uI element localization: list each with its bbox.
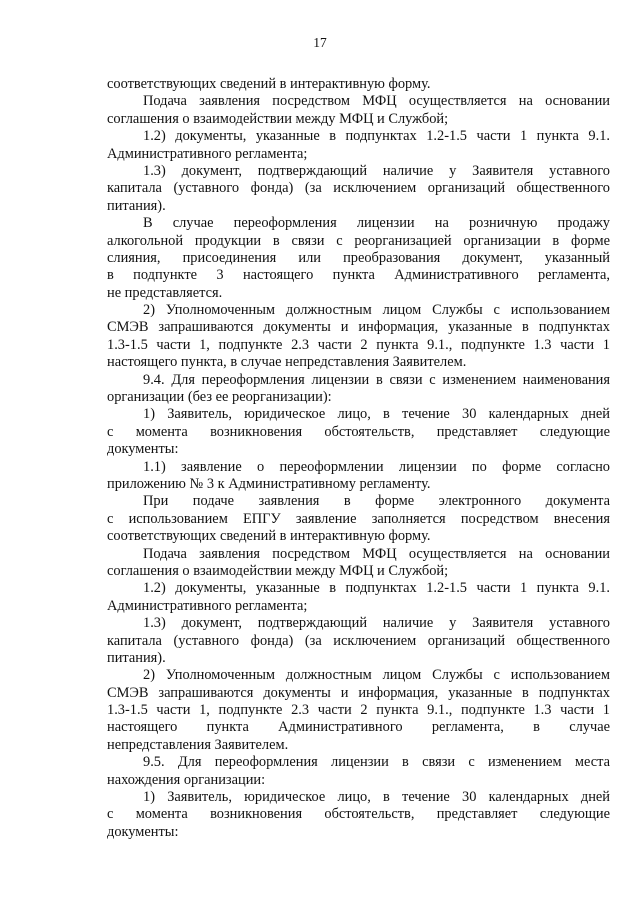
text-line: нахождения организации:	[107, 771, 266, 788]
text-line: 1) Заявитель, юридическое лицо, в течение 30 календарных дней	[143, 406, 610, 423]
text-line: 1.3-1.5 части 1, подпункте 2.3 части 2 пункта 9.1., подпункте 1.3 части 1	[107, 336, 610, 353]
text-line: непредставления Заявителем.	[107, 736, 289, 753]
text-line: настоящего пункта Административного регламента, в случае	[107, 719, 610, 736]
text-line: организации (без ее реорганизации):	[107, 389, 332, 406]
text-line: 1.2) документы, указанные в подпунктах 1.2-1.5 части 1 пункта 9.1.	[143, 128, 610, 145]
text-line: с использованием ЕПГУ заявление заполняется посредством внесения	[107, 510, 610, 527]
text-line: 1) Заявитель, юридическое лицо, в течение 30 календарных дней	[143, 789, 610, 806]
text-line: СМЭВ запрашиваются документы и информация, указанные в подпунктах	[107, 319, 610, 336]
document-body	[107, 76, 610, 841]
text-line: в подпункте 3 настоящего пункта Административного регламента,	[107, 267, 610, 284]
text-line: не представляется.	[107, 284, 223, 301]
text-line: приложению № 3 к Административному регламенту.	[107, 475, 431, 492]
text-line: настоящего пункта, в случае непредставления Заявителем.	[107, 354, 467, 371]
text-line: 9.4. Для переоформления лицензии в связи с изменением наименования	[143, 371, 610, 388]
text-line: документы:	[107, 441, 179, 458]
text-line: питания).	[107, 649, 166, 666]
text-line: слияния, присоединения или преобразования документ, указанный	[107, 249, 610, 266]
text-line: с момента возникновения обстоятельств, представляет следующие	[107, 806, 610, 823]
page-number: 17	[313, 35, 327, 50]
text-line: 1.3) документ, подтверждающий наличие у Заявителя уставного	[143, 615, 610, 632]
text-line: алкогольной продукции в связи с реорганизацией организации в форме	[107, 232, 610, 249]
text-line: Подача заявления посредством МФЦ осуществляется на основании	[143, 545, 610, 562]
text-line: 9.5. Для переоформления лицензии в связи с изменением места	[143, 754, 610, 771]
text-line: При подаче заявления в форме электронного документа	[143, 493, 610, 510]
text-line: Административного регламента;	[107, 145, 308, 162]
text-line: СМЭВ запрашиваются документы и информация, указанные в подпунктах	[107, 684, 610, 701]
text-line: соглашения о взаимодействии между МФЦ и Службой;	[107, 562, 449, 579]
text-line: соответствующих сведений в интерактивную форму.	[107, 76, 431, 92]
text-line: соглашения о взаимодействии между МФЦ и Службой;	[107, 110, 449, 127]
text-line: капитала (уставного фонда) (за исключением организаций общественного	[107, 180, 610, 197]
text-line: 1.3) документ, подтверждающий наличие у Заявителя уставного	[143, 162, 610, 179]
text-line: 2) Уполномоченным должностным лицом Службы с использованием	[143, 302, 610, 319]
text-line: с момента возникновения обстоятельств, представляет следующие	[107, 423, 610, 440]
text-line: Административного регламента;	[107, 597, 308, 614]
text-line: Подача заявления посредством МФЦ осуществляется на основании	[143, 93, 610, 110]
text-line: питания).	[107, 197, 166, 214]
text-line: соответствующих сведений в интерактивную форму.	[107, 528, 431, 545]
text-line: 1.3-1.5 части 1, подпункте 2.3 части 2 пункта 9.1., подпункте 1.3 части 1	[107, 702, 610, 719]
text-line: капитала (уставного фонда) (за исключением организаций общественного	[107, 632, 610, 649]
text-line: 1.2) документы, указанные в подпунктах 1.2-1.5 части 1 пункта 9.1.	[143, 580, 610, 597]
text-line: документы:	[107, 823, 179, 840]
text-line: В случае переоформления лицензии на розничную продажу	[143, 215, 610, 232]
text-line: 1.1) заявление о переоформлении лицензии по форме согласно	[143, 458, 610, 475]
text-line: 2) Уполномоченным должностным лицом Службы с использованием	[143, 667, 610, 684]
